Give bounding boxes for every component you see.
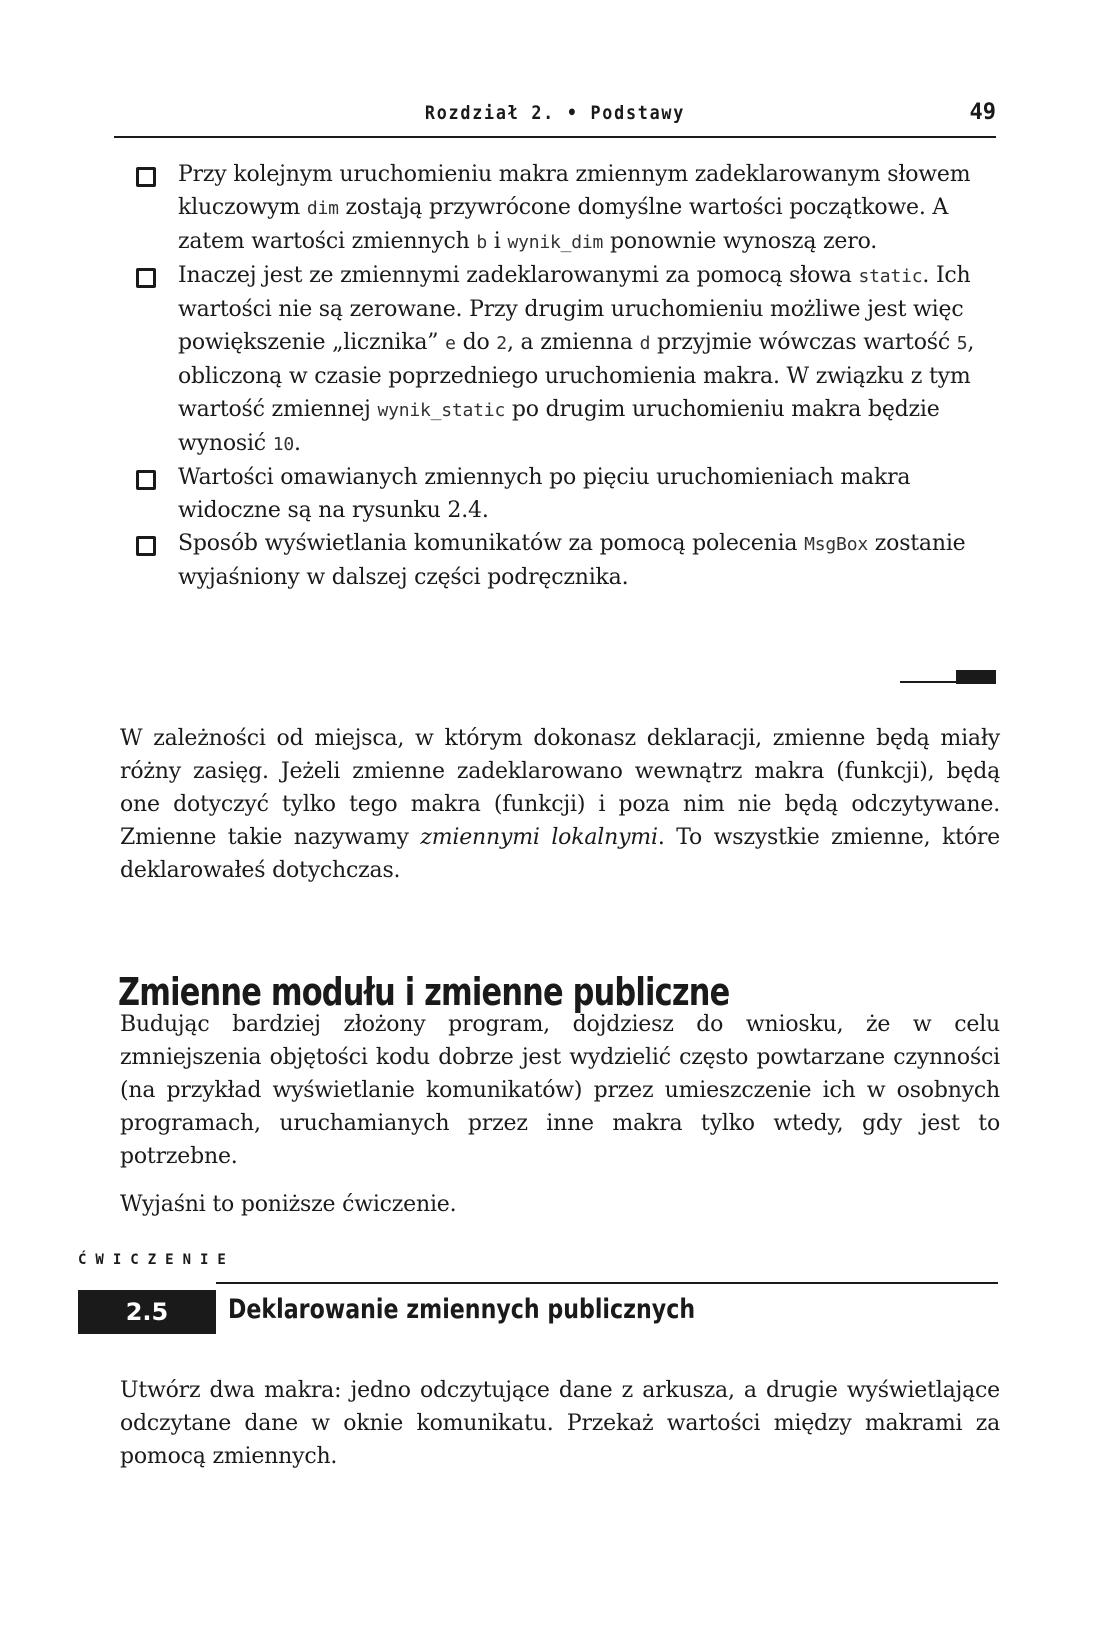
bullet-text: . Ich wartości nie są zerowane. Przy drugim uruchomieniu możliwe jest więc powiększenie „licznika” <box>178 263 971 355</box>
section-heading: Zmienne modułu i zmienne publiczne <box>118 969 730 1014</box>
inline-code: b <box>476 232 488 253</box>
inline-code: d <box>639 333 651 354</box>
inline-code: wynik_static <box>377 400 506 421</box>
running-header <box>114 96 996 138</box>
bullet-text: po drugim uruchomieniu makra będzie wynosić <box>178 397 940 456</box>
exercise-number: 2.5 <box>78 1290 216 1334</box>
bullet-text: Inaczej jest ze zmiennymi zadeklarowanymi za pomocą słowa <box>178 263 859 288</box>
bullet-item <box>136 259 998 461</box>
inline-code: 5 <box>956 333 968 354</box>
bullet-text: Wartości omawianych zmiennych po pięciu uruchomieniach makra widoczne są na rysunku 2.4. <box>178 465 911 523</box>
bullet-text: , a zmienna <box>506 330 640 355</box>
bullet-text: zostają przywrócone domyślne wartości początkowe. A zatem wartości zmiennych <box>178 195 949 254</box>
bullet-text: przyjmie wówczas wartość <box>650 330 957 355</box>
exercise-kicker: ĆWICZENIE <box>78 1252 235 1268</box>
bullet-item <box>136 461 998 527</box>
bullet-text: Sposób wyświetlania komunikatów za pomocą polecenia <box>178 531 805 556</box>
page-number: 49 <box>969 100 996 125</box>
inline-code: wynik_dim <box>507 232 604 253</box>
inline-code: dim <box>306 198 339 219</box>
bullet-item <box>136 158 998 259</box>
bullet-text: Przy kolejnym uruchomieniu makra zmiennym zadeklarowanym słowem kluczowym <box>178 162 971 220</box>
bullet-text: . <box>294 431 301 456</box>
bullet-item <box>136 527 998 594</box>
bullet-text: i <box>487 229 508 254</box>
paragraph-local-variables: W zależności od miejsca, w którym dokonasz deklaracji, zmienne będą miały różny zasięg. Jeżeli zmienne zadeklarowano wewnątrz makra (funkcji), będą one dotyczyć tylko tego makra (funkcji) i poza nim nie będą odczytywane. Zmienne takie nazywamy zmiennymi lokalnymi. To wszystkie zmienne, które deklarowałeś dotychczas. <box>120 726 1001 883</box>
paragraph-modules: Budując bardziej złożony program, dojdziesz do wniosku, że w celu zmniejszenia objętości kodu dobrze jest wydzielić często powtarzane czynności (na przykład wyświetlanie komunikatów) przez umieszczenie ich w osobnych programach, uruchamianych przez inne makra tylko wtedy, gdy jest to potrzebne. <box>120 1012 1000 1169</box>
checkbox-bullet-icon <box>136 470 156 490</box>
bullet-text: zostanie wyjaśniony w dalszej części podręcznika. <box>178 531 966 590</box>
exercise-body: Utwórz dwa makra: jedno odczytujące dane z arkusza, a drugie wyświetlające odczytane dane w oknie komunikatu. Przekaż wartości między makrami za pomocą zmiennych. <box>120 1378 1000 1469</box>
checkbox-bullet-icon <box>136 536 156 556</box>
section-end-mark <box>900 670 996 684</box>
bullet-text: , obliczoną w czasie poprzedniego uruchomienia makra. W związku z tym wartość zmiennej <box>178 330 975 422</box>
checkbox-bullet-icon <box>136 268 156 288</box>
bullet-text: do <box>455 330 497 355</box>
paragraph-explain: Wyjaśni to poniższe ćwiczenie. <box>120 1192 457 1217</box>
bullet-list <box>136 158 998 594</box>
inline-code: 2 <box>496 333 507 354</box>
checkbox-bullet-icon <box>136 167 156 187</box>
emphasis-local-variables: zmiennymi lokalnymi <box>420 825 658 850</box>
inline-code: MsgBox <box>804 534 868 555</box>
inline-code: e <box>445 333 456 354</box>
inline-code: static <box>858 266 923 287</box>
exercise-title: Deklarowanie zmiennych publicznych <box>228 1294 696 1325</box>
bullet-text: ponownie wynoszą zero. <box>603 229 878 254</box>
inline-code: 10 <box>272 434 294 455</box>
running-title: Rozdział 2. • Podstawy <box>424 102 686 124</box>
exercise-rule <box>216 1282 998 1284</box>
